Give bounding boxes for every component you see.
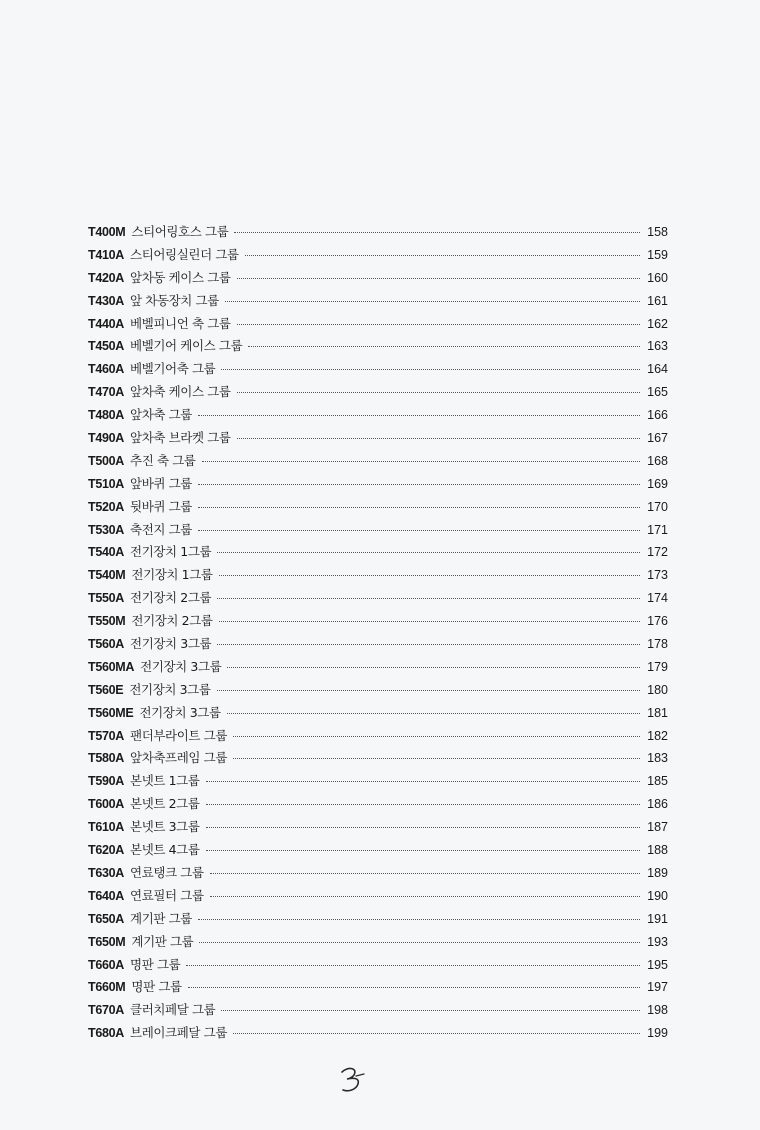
toc-entry-title: 스티어링호스 그룹: [131, 224, 229, 239]
toc-dot-leader: [206, 781, 640, 782]
toc-dot-leader: [248, 346, 640, 347]
toc-entry-code: T640A: [88, 888, 125, 903]
toc-entry-title: 앞차축 케이스 그룹: [130, 384, 231, 400]
toc-entry-page-number: 167: [647, 431, 668, 446]
toc-entry-code: T650M: [88, 934, 126, 949]
toc-entry-page-number: 190: [647, 888, 668, 903]
toc-entry-page-number: 161: [647, 293, 668, 308]
toc-entry-code: T420A: [88, 270, 125, 285]
toc-entry-code: T510A: [88, 476, 125, 491]
toc-entry-page-number: 178: [647, 637, 668, 652]
toc-entry: [88, 335, 668, 358]
toc-entry-title: 본넷트 4그룹: [130, 842, 200, 858]
toc-entry-title: 본넷트 1그룹: [130, 773, 200, 789]
toc-entry-title: 앞차축 브라켓 그룹: [130, 430, 231, 446]
toc-entry: [88, 564, 668, 587]
toc-entry-page-number: 171: [647, 522, 668, 537]
toc-dot-leader: [198, 484, 640, 485]
toc-entry-title: 앞 차동장치 그룹: [130, 292, 219, 308]
toc-dot-leader: [217, 644, 640, 645]
toc-entry: [88, 702, 668, 725]
toc-entry-title: 연료탱크 그룹: [130, 864, 204, 880]
toc-entry-code: T440A: [88, 316, 125, 331]
toc-entry-title: 앞차축프레임 그룹: [130, 750, 228, 766]
toc-entry-title: 전기장치 1그룹: [130, 544, 212, 560]
toc-entry: [88, 656, 668, 679]
toc-entry-page-number: 174: [647, 591, 668, 606]
toc-dot-leader: [199, 942, 640, 943]
toc-entry-title: 전기장치 3그룹: [139, 704, 221, 720]
toc-dot-leader: [219, 575, 640, 576]
toc-dot-leader: [227, 667, 640, 668]
toc-entry-page-number: 176: [647, 614, 668, 629]
toc-dot-leader: [227, 713, 640, 714]
toc-entry-code: T630A: [88, 865, 125, 880]
toc-dot-leader: [202, 461, 640, 462]
toc-entry: [88, 473, 668, 496]
toc-entry: [88, 816, 668, 839]
toc-entry: [88, 931, 668, 954]
toc-entry-code: T540M: [88, 568, 126, 583]
toc-entry-title: 베벨피니언 축 그룹: [130, 315, 231, 331]
toc-entry-page-number: 163: [647, 339, 668, 354]
toc-dot-leader: [206, 804, 640, 805]
toc-entry-code: T670A: [88, 1003, 125, 1018]
toc-entry: [88, 267, 668, 290]
toc-entry-title: 베벨기어 케이스 그룹: [130, 338, 243, 354]
toc-entry-page-number: 185: [647, 774, 668, 789]
toc-dot-leader: [237, 392, 640, 393]
toc-entry-page-number: 173: [647, 568, 668, 583]
toc-dot-leader: [186, 965, 640, 966]
toc-entry: [88, 427, 668, 450]
toc-entry-code: T530A: [88, 522, 125, 537]
toc-entry-code: T470A: [88, 385, 125, 400]
toc-entry-code: T660M: [88, 980, 126, 995]
toc-entry-code: T430A: [88, 293, 125, 308]
toc-dot-leader: [198, 415, 640, 416]
toc-dot-leader: [237, 278, 640, 279]
toc-entry-code: T560ME: [88, 705, 134, 720]
toc-entry-title: 전기장치 3그룹: [129, 681, 211, 697]
toc-dot-leader: [198, 530, 640, 531]
toc-entry-code: T520A: [88, 499, 125, 514]
toc-entry: [88, 862, 668, 885]
toc-entry: [88, 221, 668, 244]
toc-entry-code: T450A: [88, 339, 125, 354]
toc-entry-page-number: 183: [647, 751, 668, 766]
toc-entry-code: T550A: [88, 591, 125, 606]
toc-entry-page-number: 193: [647, 934, 668, 949]
table-of-contents: [88, 221, 668, 1045]
toc-entry-title: 추진 축 그룹: [130, 452, 196, 468]
toc-entry-title: 뒷바퀴 그룹: [130, 498, 192, 514]
toc-entry-page-number: 180: [647, 682, 668, 697]
toc-entry-page-number: 164: [647, 362, 668, 377]
toc-entry-title: 전기장치 2그룹: [130, 590, 212, 606]
toc-entry-page-number: 182: [647, 728, 668, 743]
toc-dot-leader: [206, 827, 640, 828]
toc-entry: [88, 954, 668, 977]
toc-entry: [88, 313, 668, 336]
toc-entry-title: 전기장치 1그룹: [131, 567, 213, 583]
toc-entry-code: T410A: [88, 247, 125, 262]
toc-dot-leader: [221, 369, 640, 370]
toc-entry-title: 명판 그룹: [131, 979, 182, 995]
toc-entry-title: 앞차축 그룹: [130, 407, 192, 423]
toc-dot-leader: [237, 324, 640, 325]
toc-entry-title: 연료필터 그룹: [130, 887, 204, 903]
toc-dot-leader: [225, 301, 640, 302]
toc-entry-code: T480A: [88, 408, 125, 423]
toc-entry: [88, 793, 668, 816]
toc-entry-code: T490A: [88, 431, 125, 446]
toc-entry-code: T570A: [88, 728, 125, 743]
toc-entry: [88, 770, 668, 793]
toc-entry-title: 클러치페달 그룹: [130, 1002, 216, 1018]
toc-dot-leader: [233, 1033, 640, 1034]
toc-entry-page-number: 160: [647, 270, 668, 285]
toc-entry: [88, 747, 668, 770]
toc-entry: [88, 633, 668, 656]
toc-dot-leader: [198, 919, 640, 920]
toc-entry-page-number: 189: [647, 865, 668, 880]
toc-entry-page-number: 169: [647, 476, 668, 491]
toc-entry-code: T620A: [88, 843, 125, 858]
toc-dot-leader: [234, 232, 640, 233]
toc-entry-code: T590A: [88, 774, 125, 789]
toc-entry: [88, 999, 668, 1022]
toc-entry: [88, 679, 668, 702]
toc-entry-title: 전기장치 3그룹: [130, 636, 212, 652]
toc-entry-code: T560E: [88, 682, 124, 697]
toc-entry-page-number: 198: [647, 1003, 668, 1018]
toc-entry: [88, 244, 668, 267]
toc-entry-title: 앞차동 케이스 그룹: [130, 269, 231, 285]
toc-entry: [88, 1022, 668, 1045]
toc-entry-page-number: 195: [647, 957, 668, 972]
toc-entry-title: 축전지 그룹: [130, 521, 192, 537]
toc-entry-code: T600A: [88, 797, 125, 812]
toc-entry: [88, 587, 668, 610]
toc-entry-code: T500A: [88, 453, 125, 468]
toc-entry-page-number: 158: [647, 225, 668, 239]
toc-entry-code: T560A: [88, 637, 125, 652]
handwritten-page-number: [334, 1062, 374, 1102]
toc-entry-code: T680A: [88, 1026, 125, 1041]
toc-entry-code: T610A: [88, 820, 125, 835]
toc-entry-title: 계기판 그룹: [131, 933, 194, 949]
toc-entry-code: T550M: [88, 614, 126, 629]
toc-entry-title: 명판 그룹: [130, 956, 181, 972]
toc-entry-page-number: 186: [647, 797, 668, 812]
toc-entry-page-number: 162: [647, 316, 668, 331]
toc-entry: [88, 976, 668, 999]
toc-dot-leader: [237, 438, 640, 439]
toc-entry-page-number: 165: [647, 385, 668, 400]
toc-entry: [88, 541, 668, 564]
toc-entry-code: T660A: [88, 957, 125, 972]
toc-dot-leader: [210, 896, 640, 897]
toc-entry: [88, 839, 668, 862]
toc-entry-code: T580A: [88, 751, 125, 766]
toc-entry: [88, 450, 668, 473]
toc-entry-title: 계기판 그룹: [130, 910, 192, 926]
toc-entry-page-number: 191: [647, 911, 668, 926]
toc-entry-title: 베벨기어축 그룹: [130, 361, 216, 377]
toc-entry-title: 팬더부라이트 그룹: [130, 727, 228, 743]
toc-dot-leader: [233, 758, 640, 759]
toc-dot-leader: [217, 690, 640, 691]
toc-entry: [88, 725, 668, 748]
toc-dot-leader: [217, 552, 640, 553]
handwritten-three-mark: [334, 1062, 374, 1098]
toc-entry-title: 본넷트 3그룹: [130, 819, 200, 835]
toc-entry: [88, 358, 668, 381]
toc-entry: [88, 290, 668, 313]
toc-dot-leader: [217, 598, 640, 599]
toc-entry-page-number: 168: [647, 453, 668, 468]
toc-entry-page-number: 170: [647, 499, 668, 514]
toc-entry-code: T540A: [88, 545, 125, 560]
toc-entry-page-number: 197: [647, 980, 668, 995]
toc-entry: [88, 885, 668, 908]
toc-dot-leader: [233, 736, 640, 737]
toc-entry-page-number: 179: [647, 659, 668, 674]
toc-entry-page-number: 166: [647, 408, 668, 423]
toc-dot-leader: [206, 850, 640, 851]
toc-entry-page-number: 181: [647, 705, 668, 720]
toc-entry-code: T400M: [88, 225, 126, 239]
toc-entry-page-number: 187: [647, 820, 668, 835]
toc-entry: [88, 610, 668, 633]
toc-entry-page-number: 188: [647, 843, 668, 858]
toc-entry-title: 본넷트 2그룹: [130, 796, 200, 812]
toc-entry: [88, 381, 668, 404]
toc-entry-page-number: 172: [647, 545, 668, 560]
toc-entry-title: 앞바퀴 그룹: [130, 475, 192, 491]
toc-dot-leader: [198, 507, 640, 508]
toc-entry-title: 전기장치 2그룹: [131, 613, 213, 629]
toc-entry-code: T650A: [88, 911, 125, 926]
toc-entry: [88, 404, 668, 427]
toc-dot-leader: [219, 621, 640, 622]
toc-entry-code: T460A: [88, 362, 125, 377]
toc-entry: [88, 908, 668, 931]
toc-dot-leader: [245, 255, 640, 256]
toc-dot-leader: [210, 873, 640, 874]
toc-entry: [88, 519, 668, 542]
toc-entry-page-number: 159: [647, 247, 668, 262]
toc-entry-title: 스티어링실린더 그룹: [130, 246, 239, 262]
toc-entry-title: 브레이크페달 그룹: [130, 1025, 228, 1041]
toc-entry-title: 전기장치 3그룹: [140, 658, 222, 674]
toc-dot-leader: [221, 1010, 640, 1011]
toc-entry-code: T560MA: [88, 659, 135, 674]
toc-entry: [88, 496, 668, 519]
toc-entry-page-number: 199: [647, 1026, 668, 1041]
toc-dot-leader: [188, 987, 640, 988]
